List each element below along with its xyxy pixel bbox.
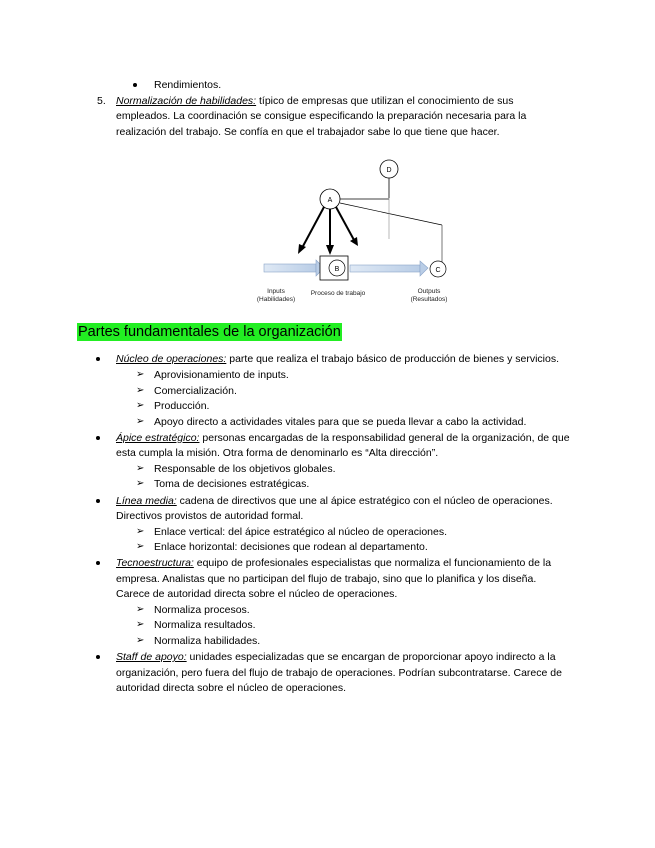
output-flow-arrow [350,265,420,272]
arrow-bullet-icon: ➢ [136,635,145,646]
node-c-label: C [435,267,441,274]
list-item: Rendimientos. [154,79,222,91]
arrow-bullet-icon: ➢ [136,400,145,411]
paragraph-line [116,494,553,508]
list-item: Comercialización. [154,385,237,397]
term-staff-apoyo: Staff de apoyo: [116,651,187,663]
paragraph-text: unidades especializadas que se encargan de proporcionar apoyo indirecto a la [186,651,556,663]
output-sublabel: (Resultados) [410,296,448,303]
term-linea-media: Línea media: [116,495,177,507]
node-d-label: D [386,167,392,174]
arrow-a-center-head [326,245,334,255]
list-item: Normaliza resultados. [154,619,256,631]
section-heading: Partes fundamentales de la organización [78,324,341,340]
paragraph-line [116,650,556,664]
arrow-a-left-head [298,244,306,254]
arrow-a-left [302,207,324,248]
paragraph-line: empleados. La coordinación se consigue especificando la preparación necesaria para la [116,110,527,122]
paragraph-line: empresa. Analistas que no participan del flujo de trabajo, sino que lo planifica y los diseña. [116,573,537,585]
arrow-bullet-icon: ➢ [136,463,145,474]
coordination-diagram [236,155,466,310]
list-item: Normaliza habilidades. [154,635,261,647]
output-label: Outputs [417,288,441,295]
connector-right-top [340,203,442,225]
paragraph-line [116,431,570,445]
list-item: Aprovisionamiento de inputs. [154,369,289,381]
bullet-dot [133,83,137,87]
term-nucleo: Núcleo de operaciones: [116,353,227,365]
paragraph-line: esta cumpla la misión. Otra forma de denominarlo es “Alta dirección”. [116,447,439,459]
list-item: Toma de decisiones estratégicas. [154,478,310,490]
input-flow-arrow [264,264,316,272]
paragraph-text: personas encargadas de la responsabilidad general de la organización, de que [199,432,570,444]
list-item: Enlace vertical: del ápice estratégico al núcleo de operaciones. [154,526,448,538]
arrow-bullet-icon: ➢ [136,369,145,380]
bullet-dot [96,436,100,440]
paragraph-text: equipo de profesionales especialistas que normaliza el funcionamiento de la [193,557,552,569]
paragraph-text: parte que realiza el trabajo básico de producción de bienes y servicios. [226,353,560,365]
arrow-bullet-icon: ➢ [136,541,145,552]
process-label: Proceso de trabajo [310,290,366,297]
paragraph-line [116,352,559,366]
input-label: Inputs [267,288,285,295]
term-normalizacion-habilidades: Normalización de habilidades: [116,95,257,107]
node-a-label: A [327,197,333,204]
bullet-dot [96,655,100,659]
paragraph-text: típico de empresas que utilizan el conocimiento de sus [256,95,514,107]
paragraph-line: Carece de autoridad directa sobre el núcleo de operaciones. [116,588,398,600]
arrow-bullet-icon: ➢ [136,416,145,427]
arrow-bullet-icon: ➢ [136,604,145,615]
bullet-dot [96,357,100,361]
list-item: Enlace horizontal: decisiones que rodean al departamento. [154,541,428,553]
list-item: Responsable de los objetivos globales. [154,463,336,475]
term-apice: Ápice estratégico: [116,432,200,444]
bullet-dot [96,499,100,503]
node-b-label: B [334,266,340,273]
arrow-bullet-icon: ➢ [136,526,145,537]
list-number: 5. [97,95,106,107]
paragraph-line [116,556,551,570]
paragraph-line: Directivos provistos de autoridad formal. [116,510,304,522]
output-flow-head [420,261,428,276]
paragraph-text: cadena de directivos que une al ápice estratégico con el núcleo de operaciones. [176,495,553,507]
paragraph-line [116,94,514,108]
input-sublabel: (Habilidades) [256,296,296,303]
paragraph-line: autoridad directa sobre el núcleo de operaciones. [116,682,346,694]
paragraph-line: realización del trabajo. Se confía en que el trabajador sabe lo que tiene que hacer. [116,126,500,138]
list-item: Normaliza procesos. [154,604,250,616]
arrow-bullet-icon: ➢ [136,478,145,489]
list-item: Apoyo directo a actividades vitales para que se pueda llevar a cabo la actividad. [154,416,527,428]
paragraph-line: organización, pero fuera del flujo de trabajo de operaciones. Podrían subcontratarse. Carece de [116,667,562,679]
arrow-a-right [336,207,354,240]
term-tecnoestructura: Tecnoestructura: [116,557,194,569]
arrow-bullet-icon: ➢ [136,385,145,396]
bullet-dot [96,561,100,565]
list-item: Producción. [154,400,210,412]
arrow-bullet-icon: ➢ [136,619,145,630]
